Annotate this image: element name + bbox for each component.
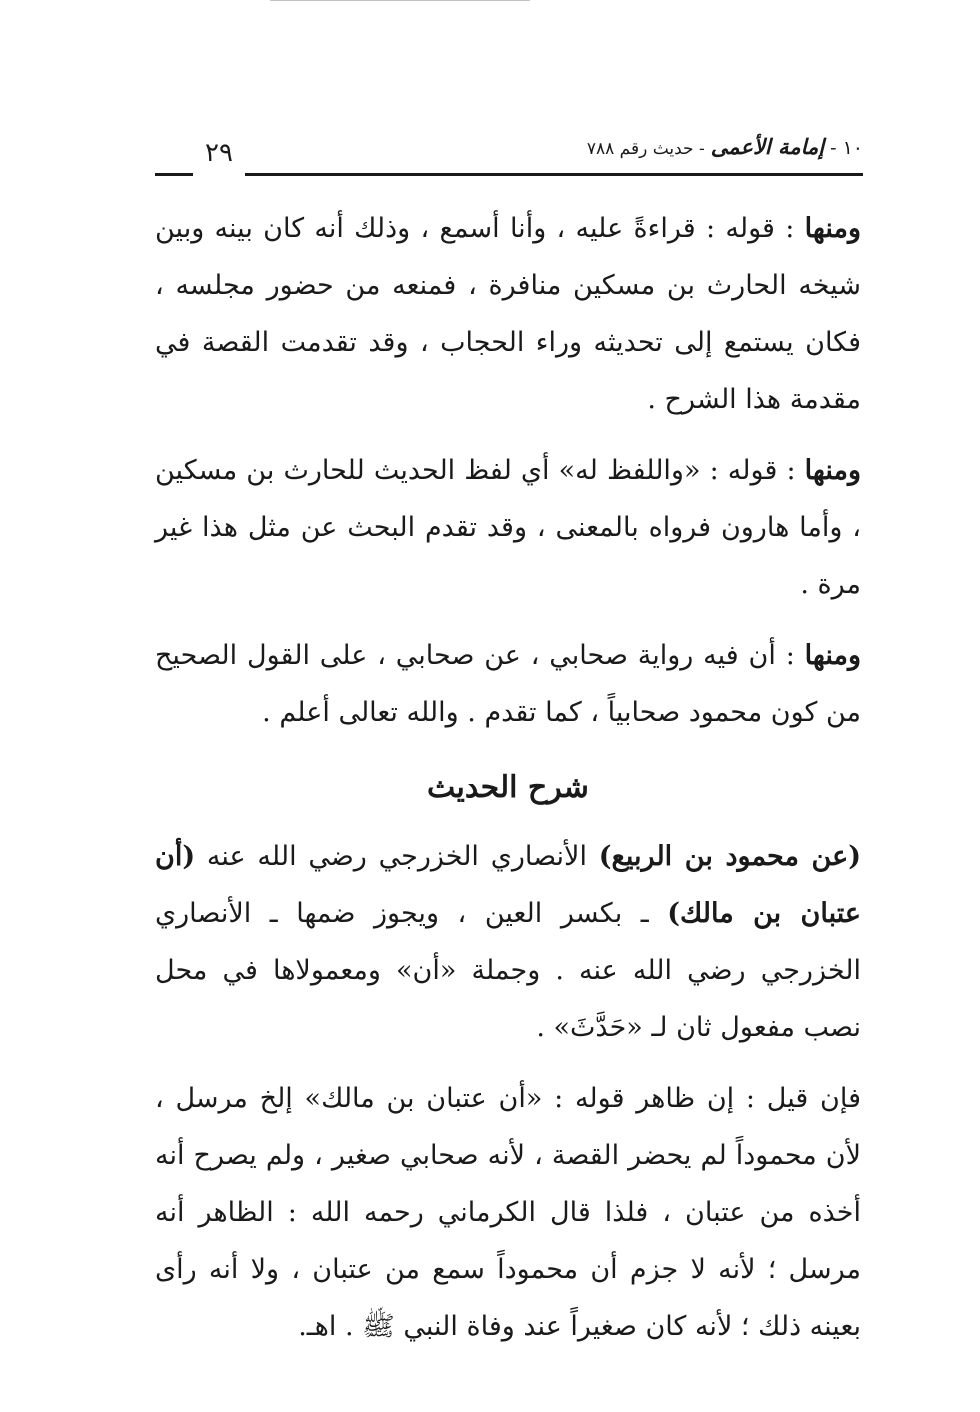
sharh-text: الأنصاري الخزرجي رضي الله عنه (195, 841, 599, 872)
paragraph-text: : أن فيه رواية صحابي ، عن صحابي ، على القول الصحيح من كون محمود صحابياً ، كما تقدم . والله تعالى أعلم . (155, 640, 861, 728)
sharh-text: ـ بكسر العين ، ويجوز ضمها ـ الأنصاري الخزرجي رضي الله عنه . وجملة «أن» ومعمولاها في محل نصب مفعول ثان لـ «حَدَّثَ» . (155, 898, 861, 1043)
paragraph-text: : قوله : قراءةً عليه ، وأنا أسمع ، وذلك أنه كان بينه وبين شيخه الحارث بن مسكين منافرة ، فمنعه من حضور مجلسه ، فكان يستمع إلى تحديثه وراء الحجاب ، وقد تقدمت القصة في مقدمة هذا الشرح . (155, 213, 861, 415)
paragraph-lead: ومنها (804, 455, 861, 486)
paragraph-3 (155, 627, 861, 741)
quoted-narrator: (عن محمود بن الربيع) (598, 841, 861, 872)
header-title (587, 134, 863, 159)
scan-top-edge (270, 0, 530, 4)
sharh-paragraph-1 (155, 828, 861, 1056)
chapter-title: إمامة الأعمى (710, 134, 825, 159)
section-heading: شرح الحديث (427, 770, 589, 805)
page-number: ٢٩ (205, 138, 233, 168)
paragraph-lead: ومنها (804, 640, 861, 671)
header-rule (245, 173, 863, 176)
quoted-companion: (أن عتبان بن مالك) (155, 841, 861, 929)
hadith-reference: - حديث رقم ٧٨٨ (586, 139, 705, 159)
paragraph-2 (155, 442, 861, 613)
paragraph-1 (155, 200, 861, 428)
chapter-number: ١٠ - (830, 137, 863, 159)
page-number-rule (155, 173, 193, 176)
paragraph-text: : قوله : «واللفظ له» أي لفظ الحديث للحارث بن مسكين ، وأما هارون فرواه بالمعنى ، وقد تقدم البحث عن مثل هذا غير مرة . (155, 455, 861, 600)
sharh-paragraph-2: فإن قيل : إن ظاهر قوله : «أن عتبان بن مالك» إلخ مرسل ، لأن محموداً لم يحضر القصة ، لأنه صحابي صغير ، ولم يصرح أنه أخذه من عتبان ، فلذا قال الكرماني رحمه الله : الظاهر أنه مرسل ؛ لأنه لا جزم أن محموداً سمع من عتبان ، ولا أنه رأى بعينه ذلك ؛ لأنه كان صغيراً عند وفاة النبي ﷺ . اهـ. (155, 1083, 861, 1342)
paragraph-lead: ومنها (804, 213, 861, 244)
document-body (155, 200, 861, 1369)
